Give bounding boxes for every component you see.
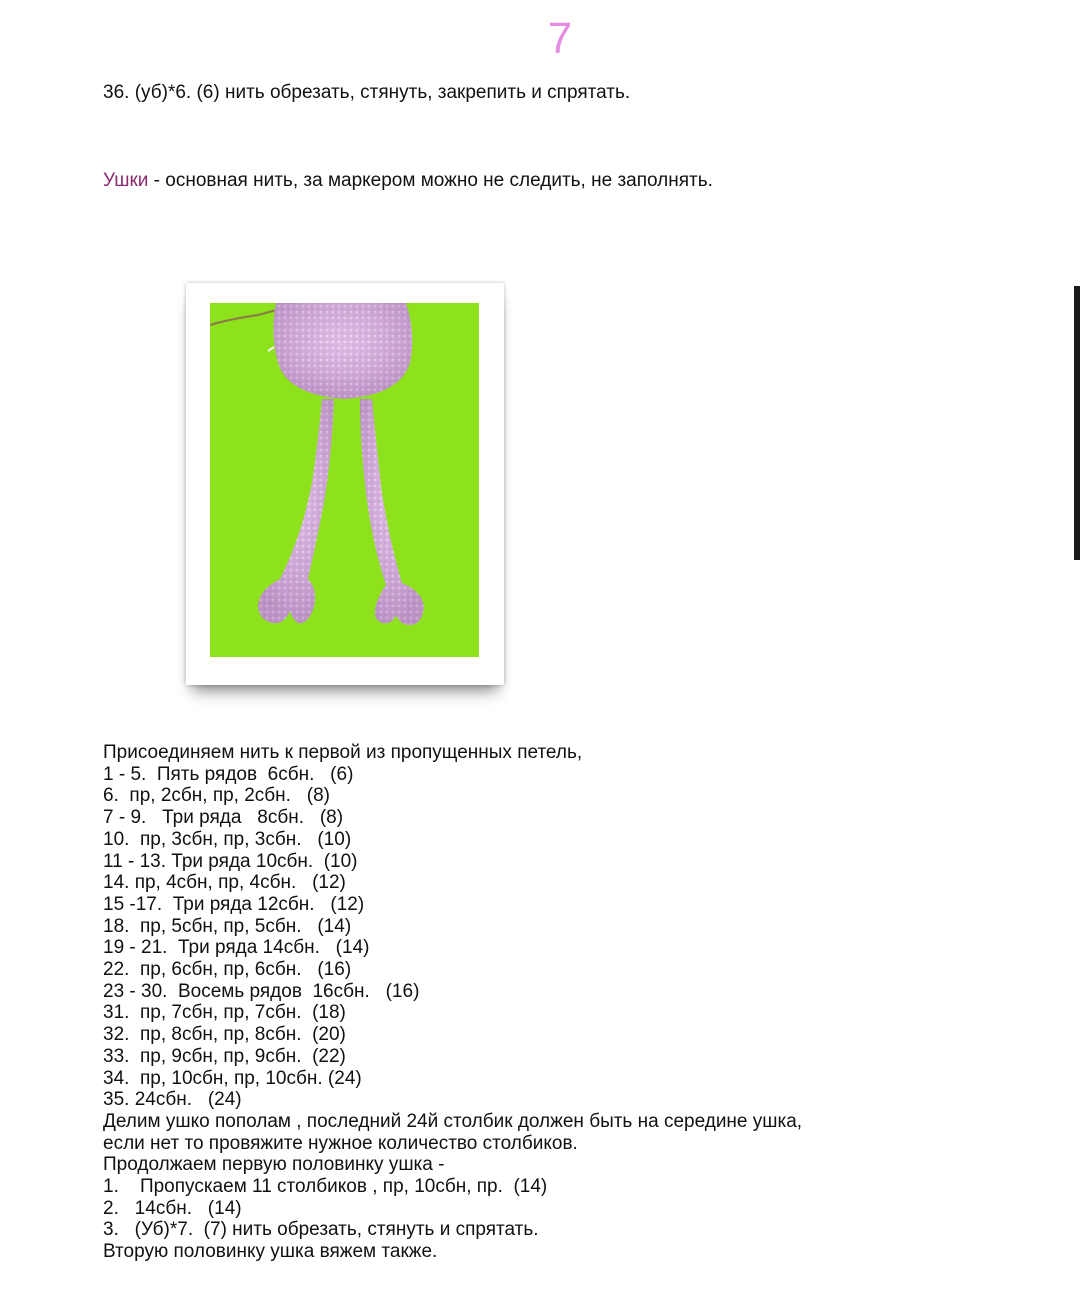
instruction-line: 15 -17. Три ряда 12сбн. (12) <box>103 893 365 915</box>
crochet-ears-illustration <box>210 303 479 657</box>
instruction-line: Вторую половинку ушка вяжем также. <box>103 1241 438 1263</box>
instruction-line: Присоединяем нить к первой из пропущенных петель, <box>103 742 583 763</box>
instruction-line: 31. пр, 7сбн, пр, 7сбн. (18) <box>103 1002 346 1024</box>
ears-description: - основная нить, за маркером можно не следить, не заполнять. <box>148 170 713 191</box>
instruction-line: 18. пр, 5сбн, пр, 5сбн. (14) <box>103 915 352 937</box>
instruction-line: 22. пр, 6сбн, пр, 6сбн. (16) <box>103 959 352 981</box>
instruction-line: 3. (Уб)*7. (7) нить обрезать, стянуть и спрятать. <box>103 1219 539 1241</box>
instruction-line: 34. пр, 10сбн, пр, 10сбн. (24) <box>103 1067 362 1089</box>
instruction-line: 1 - 5. Пять рядов 6сбн. (6) <box>103 763 354 785</box>
instruction-line: 14. пр, 4сбн, пр, 4сбн. (12) <box>103 872 346 894</box>
instruction-line: если нет то провяжите нужное количество столбиков. <box>103 1132 578 1154</box>
instruction-line: 23 - 30. Восемь рядов 16сбн. (16) <box>103 980 420 1002</box>
instruction-line: 1. Пропускаем 11 столбиков , пр, 10сбн, пр. (14) <box>103 1176 548 1198</box>
page-number: 7 <box>547 14 573 63</box>
scrollbar-indicator <box>1074 286 1080 560</box>
ears-title: Ушки <box>103 170 149 191</box>
instruction-line: 19 - 21. Три ряда 14сбн. (14) <box>103 937 370 959</box>
instruction-line: 7 - 9. Три ряда 8сбн. (8) <box>103 807 344 829</box>
instruction-line: Делим ушко пополам , последний 24й столбик должен быть на середине ушка, <box>103 1110 803 1132</box>
instruction-line: 33. пр, 9сбн, пр, 9сбн. (22) <box>103 1045 346 1067</box>
instructions-list <box>103 742 802 1263</box>
round-36-text: 36. (уб)*6. (6) нить обрезать, стянуть, закрепить и спрятать. <box>103 82 631 103</box>
instruction-line: 35. 24сбн. (24) <box>103 1089 242 1111</box>
instruction-line: 10. пр, 3сбн, пр, 3сбн. (10) <box>103 828 352 850</box>
instruction-line: 2. 14сбн. (14) <box>103 1197 242 1219</box>
instruction-line: 11 - 13. Три ряда 10сбн. (10) <box>103 850 358 872</box>
photo-frame <box>186 283 504 685</box>
crochet-ears-photo <box>210 303 479 657</box>
instruction-line: 6. пр, 2сбн, пр, 2сбн. (8) <box>103 785 331 807</box>
instruction-line: 32. пр, 8сбн, пр, 8сбн. (20) <box>103 1024 346 1046</box>
ears-heading-line <box>103 170 713 192</box>
instruction-line: Продолжаем первую половинку ушка - <box>103 1154 445 1176</box>
head-shading <box>273 303 412 399</box>
